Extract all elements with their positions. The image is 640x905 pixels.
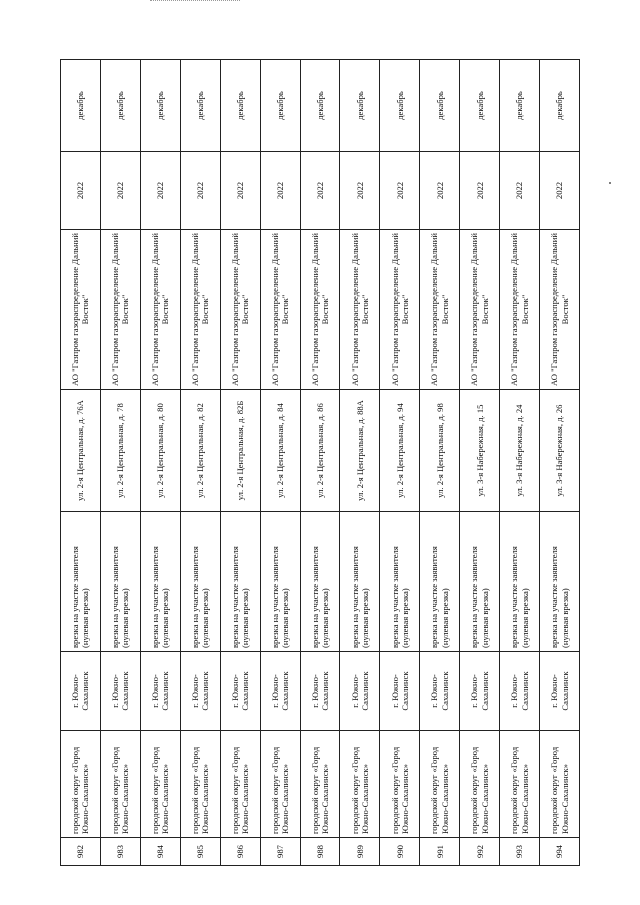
organization-cell: АО "Газпром газораспределение Дальний Восток" (540, 230, 580, 390)
city-cell: г. Южно-Сахалинск (140, 652, 180, 731)
address-cell: ул. 2-я Центральная, д. 84 (260, 390, 300, 512)
district-cell: городской округ «Город Южно-Сахалинск» (61, 731, 101, 838)
table-row (61, 60, 101, 866)
table-row (180, 60, 220, 866)
organization-cell: АО "Газпром газораспределение Дальний Восток" (380, 230, 420, 390)
work-type-cell: врезка на участке заявителя (нулевая врезка) (61, 512, 101, 652)
year-cell: 2022 (260, 152, 300, 230)
address-cell: ул. 2-я Центральная, д. 88А (340, 390, 380, 512)
table-row (500, 60, 540, 866)
month-cell: декабрь (460, 60, 500, 152)
row-number: 992 (460, 838, 500, 866)
row-number: 985 (180, 838, 220, 866)
work-type-cell: врезка на участке заявителя (нулевая врезка) (340, 512, 380, 652)
month-cell: декабрь (180, 60, 220, 152)
organization-cell: АО "Газпром газораспределение Дальний Восток" (420, 230, 460, 390)
address-cell: ул. 2-я Центральная, д. 94 (380, 390, 420, 512)
district-cell: городской округ «Город Южно-Сахалинск» (340, 731, 380, 838)
work-type-cell: врезка на участке заявителя (нулевая врезка) (500, 512, 540, 652)
address-cell: ул. 2-я Центральная, д. 78 (100, 390, 140, 512)
district-cell: городской округ «Город Южно-Сахалинск» (380, 731, 420, 838)
gas-connection-table (60, 59, 580, 866)
organization-cell: АО "Газпром газораспределение Дальний Восток" (260, 230, 300, 390)
month-cell: декабрь (140, 60, 180, 152)
district-cell: городской округ «Город Южно-Сахалинск» (420, 731, 460, 838)
address-cell: ул. 2-я Центральная, д. 82Б (220, 390, 260, 512)
row-number: 984 (140, 838, 180, 866)
year-cell: 2022 (300, 152, 340, 230)
row-number: 988 (300, 838, 340, 866)
table-row (420, 60, 460, 866)
address-cell: ул. 3-я Набережная, д. 24 (500, 390, 540, 512)
work-type-cell: врезка на участке заявителя (нулевая врезка) (460, 512, 500, 652)
table-row (380, 60, 420, 866)
month-cell: декабрь (220, 60, 260, 152)
district-cell: городской округ «Город Южно-Сахалинск» (500, 731, 540, 838)
district-cell: городской округ «Город Южно-Сахалинск» (460, 731, 500, 838)
work-type-cell: врезка на участке заявителя (нулевая врезка) (420, 512, 460, 652)
city-cell: г. Южно-Сахалинск (260, 652, 300, 731)
work-type-cell: врезка на участке заявителя (нулевая врезка) (300, 512, 340, 652)
table-row (220, 60, 260, 866)
year-cell: 2022 (540, 152, 580, 230)
year-cell: 2022 (100, 152, 140, 230)
city-cell: г. Южно-Сахалинск (500, 652, 540, 731)
district-cell: городской округ «Город Южно-Сахалинск» (220, 731, 260, 838)
year-cell: 2022 (420, 152, 460, 230)
city-cell: г. Южно-Сахалинск (300, 652, 340, 731)
district-cell: городской округ «Город Южно-Сахалинск» (540, 731, 580, 838)
district-cell: городской округ «Город Южно-Сахалинск» (260, 731, 300, 838)
address-cell: ул. 2-я Центральная, д. 86 (300, 390, 340, 512)
organization-cell: АО "Газпром газораспределение Дальний Восток" (340, 230, 380, 390)
month-cell: декабрь (100, 60, 140, 152)
year-cell: 2022 (220, 152, 260, 230)
scan-dot (609, 182, 611, 184)
table-row (300, 60, 340, 866)
row-number: 986 (220, 838, 260, 866)
month-cell: декабрь (380, 60, 420, 152)
work-type-cell: врезка на участке заявителя (нулевая врезка) (180, 512, 220, 652)
year-cell: 2022 (380, 152, 420, 230)
organization-cell: АО "Газпром газораспределение Дальний Восток" (300, 230, 340, 390)
address-cell: ул. 2-я Центральная, д. 82 (180, 390, 220, 512)
year-cell: 2022 (460, 152, 500, 230)
row-number: 989 (340, 838, 380, 866)
city-cell: г. Южно-Сахалинск (380, 652, 420, 731)
table-row (260, 60, 300, 866)
month-cell: декабрь (260, 60, 300, 152)
table-row (340, 60, 380, 866)
work-type-cell: врезка на участке заявителя (нулевая врезка) (540, 512, 580, 652)
month-cell: декабрь (340, 60, 380, 152)
month-cell: декабрь (540, 60, 580, 152)
work-type-cell: врезка на участке заявителя (нулевая врезка) (220, 512, 260, 652)
year-cell: 2022 (61, 152, 101, 230)
address-cell: ул. 2-я Центральная, д. 98 (420, 390, 460, 512)
address-cell: ул. 2-я Центральная, д. 76А (61, 390, 101, 512)
district-cell: городской округ «Город Южно-Сахалинск» (180, 731, 220, 838)
district-cell: городской округ «Город Южно-Сахалинск» (300, 731, 340, 838)
address-cell: ул. 3-я Набережная, д. 15 (460, 390, 500, 512)
city-cell: г. Южно-Сахалинск (180, 652, 220, 731)
district-cell: городской округ «Город Южно-Сахалинск» (140, 731, 180, 838)
year-cell: 2022 (500, 152, 540, 230)
work-type-cell: врезка на участке заявителя (нулевая врезка) (260, 512, 300, 652)
city-cell: г. Южно-Сахалинск (340, 652, 380, 731)
organization-cell: АО "Газпром газораспределение Дальний Восток" (61, 230, 101, 390)
organization-cell: АО "Газпром газораспределение Дальний Восток" (140, 230, 180, 390)
row-number: 994 (540, 838, 580, 866)
table-row (100, 60, 140, 866)
city-cell: г. Южно-Сахалинск (61, 652, 101, 731)
month-cell: декабрь (500, 60, 540, 152)
city-cell: г. Южно-Сахалинск (100, 652, 140, 731)
month-cell: декабрь (420, 60, 460, 152)
table-row (540, 60, 580, 866)
year-cell: 2022 (340, 152, 380, 230)
row-number: 993 (500, 838, 540, 866)
city-cell: г. Южно-Сахалинск (460, 652, 500, 731)
work-type-cell: врезка на участке заявителя (нулевая врезка) (100, 512, 140, 652)
city-cell: г. Южно-Сахалинск (540, 652, 580, 731)
row-number: 987 (260, 838, 300, 866)
row-number: 991 (420, 838, 460, 866)
row-number: 982 (61, 838, 101, 866)
organization-cell: АО "Газпром газораспределение Дальний Восток" (460, 230, 500, 390)
address-cell: ул. 3-я Набережная, д. 26 (540, 390, 580, 512)
table-row (140, 60, 180, 866)
work-type-cell: врезка на участке заявителя (нулевая врезка) (140, 512, 180, 652)
address-cell: ул. 2-я Центральная, д. 80 (140, 390, 180, 512)
year-cell: 2022 (140, 152, 180, 230)
work-type-cell: врезка на участке заявителя (нулевая врезка) (380, 512, 420, 652)
rotated-table-wrapper (60, 60, 580, 866)
organization-cell: АО "Газпром газораспределение Дальний Восток" (500, 230, 540, 390)
organization-cell: АО "Газпром газораспределение Дальний Восток" (220, 230, 260, 390)
organization-cell: АО "Газпром газораспределение Дальний Восток" (100, 230, 140, 390)
scan-artifact (150, 0, 240, 5)
month-cell: декабрь (61, 60, 101, 152)
city-cell: г. Южно-Сахалинск (420, 652, 460, 731)
row-number: 983 (100, 838, 140, 866)
table-row (460, 60, 500, 866)
city-cell: г. Южно-Сахалинск (220, 652, 260, 731)
month-cell: декабрь (300, 60, 340, 152)
organization-cell: АО "Газпром газораспределение Дальний Восток" (180, 230, 220, 390)
district-cell: городской округ «Город Южно-Сахалинск» (100, 731, 140, 838)
year-cell: 2022 (180, 152, 220, 230)
row-number: 990 (380, 838, 420, 866)
